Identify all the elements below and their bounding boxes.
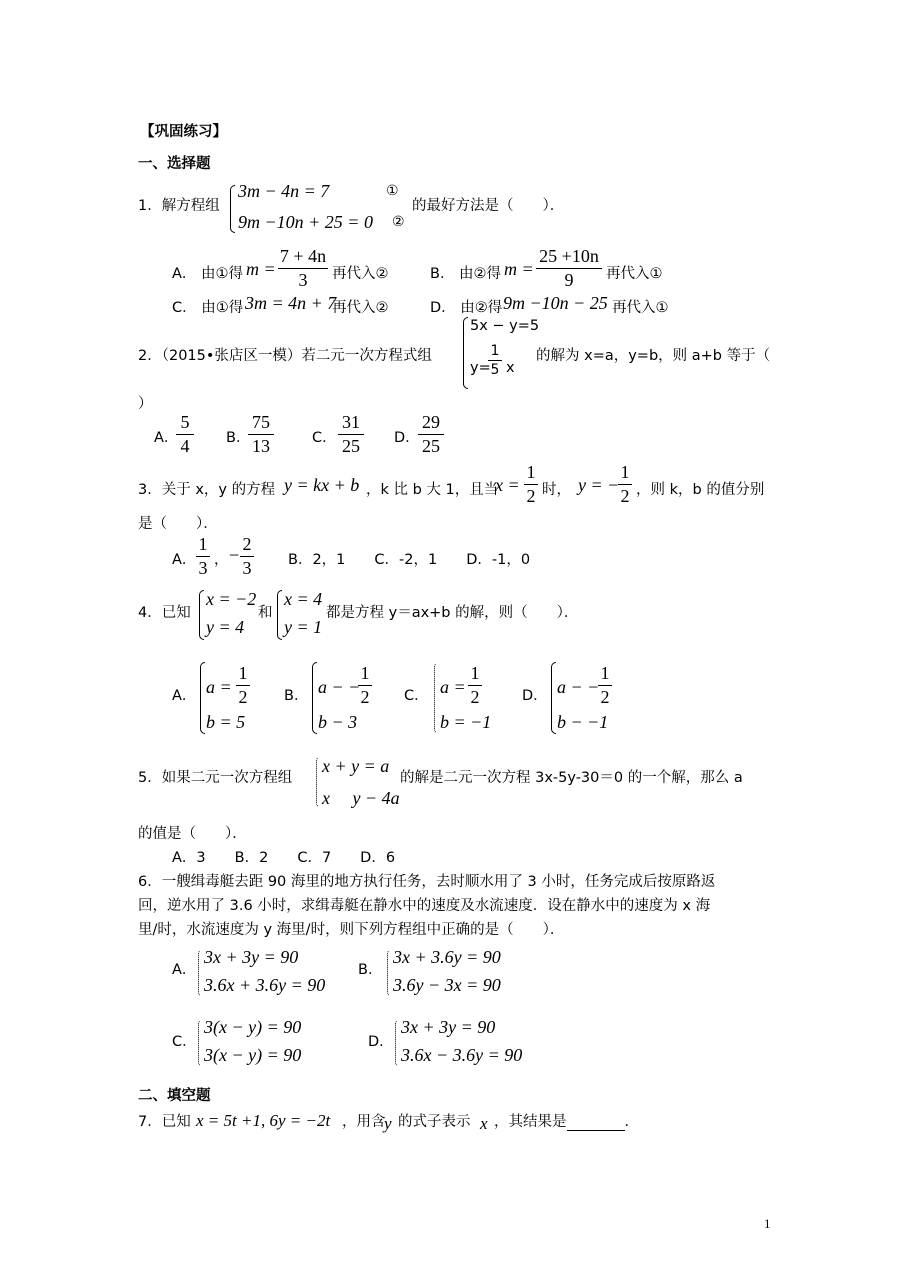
- q2-option-c-denominator: 25: [342, 436, 360, 456]
- q3-stem-mid: ，k 比 b 大 1，且当: [366, 482, 499, 498]
- q3-options-bcd: B．2，1 C．-2，1 D．-1，0: [288, 552, 531, 568]
- q1-option-a-numerator: 7 + 4n: [279, 246, 327, 266]
- q3-equation: y = kx + b: [284, 475, 360, 495]
- q2-eq2-fraction: [488, 343, 502, 378]
- q6-option-d-eq1: 3x + 3y = 90: [401, 1017, 496, 1037]
- q1-option-a-lhs: m =: [246, 259, 276, 279]
- q6-option-c-brace: [198, 1019, 203, 1067]
- q2-option-b-label: B．: [226, 430, 251, 446]
- q3-y-denominator: 2: [620, 486, 630, 506]
- q6-option-b-eq2: 3.6y − 3x = 90: [393, 975, 501, 995]
- q2-option-d-numerator: 29: [422, 412, 440, 432]
- q3-option-a-denominator1: 3: [198, 558, 208, 578]
- q4-option-a-numerator: 1: [238, 663, 248, 683]
- q1-option-a-denominator: 3: [298, 270, 308, 290]
- q4-option-d-a: a − −: [557, 677, 600, 697]
- q6-option-b-brace: [387, 949, 392, 997]
- q6-option-d-label: D．: [368, 1034, 394, 1050]
- q1-option-c-post: 再代入②: [332, 300, 389, 316]
- q2-eq2-lhs: y=: [470, 360, 491, 376]
- q4-option-a-a: a =: [206, 677, 232, 697]
- q7-equation: x = 5t +1, 6y = −2t: [196, 1111, 331, 1130]
- q7-stem-post: [494, 1110, 639, 1131]
- q5-stem-post: 的解是二元一次方程 3x-5y-30＝0 的一个解，那么 a: [400, 770, 743, 786]
- q6-option-d-eq2: 3.6x − 3.6y = 90: [401, 1045, 523, 1065]
- q7-answer-blank[interactable]: [567, 1116, 625, 1131]
- q7-stem-mid2: 的式子表示: [398, 1114, 471, 1130]
- q2-eq2-denominator: 5: [490, 362, 500, 378]
- q4-option-d-b: b − −1: [557, 712, 609, 732]
- q1-option-c-prefix: C． 由①得: [172, 300, 244, 316]
- q1-option-d-math: 9m −10n − 25: [503, 293, 608, 313]
- q2-option-c-numerator: 31: [342, 412, 360, 432]
- q4-system1-eq1: x = −2: [206, 589, 257, 609]
- q4-system1-brace: [199, 590, 204, 640]
- q3-option-a-denominator2: 3: [242, 558, 252, 578]
- q2-option-c-fraction: [338, 412, 364, 457]
- q2-option-a-denominator: 4: [180, 436, 190, 456]
- q3-stem-post: ，则 k，b 的值分别: [636, 482, 765, 498]
- q5-eq2: x y − 4a: [322, 788, 400, 808]
- q1-option-b-denominator: 9: [564, 270, 574, 290]
- q2-stem-end: ）: [138, 396, 153, 412]
- q1-option-a-post: 再代入②: [332, 266, 389, 282]
- q7-stem-mid: ，用含: [342, 1114, 386, 1130]
- q6-option-c-eq2: 3(x − y) = 90: [204, 1045, 302, 1065]
- q1-option-b-numerator: 25 +10n: [539, 246, 599, 266]
- q4-option-a-brace: [200, 662, 205, 734]
- q4-and: 和: [258, 605, 273, 621]
- q1-option-b-fraction: [536, 246, 602, 291]
- q4-option-a-label: A．: [172, 688, 197, 704]
- q6-option-c-eq1: 3(x − y) = 90: [204, 1017, 302, 1037]
- q4-option-b-denominator: 2: [360, 687, 370, 707]
- q1-option-d-prefix: D． 由②得: [430, 300, 503, 316]
- q4-stem-pre: 4．已知: [138, 605, 191, 621]
- q4-option-c-a: a =: [440, 677, 466, 697]
- q3-option-a-fraction1: [196, 534, 210, 579]
- q5-system-brace: [316, 756, 321, 808]
- q1-system-brace: [230, 185, 235, 233]
- q4-option-b-numerator: 1: [360, 663, 370, 683]
- q4-system1-eq2: y = 4: [206, 617, 245, 637]
- q6-option-a-eq1: 3x + 3y = 90: [204, 947, 299, 967]
- q4-option-c-label: C．: [404, 688, 429, 704]
- q3-option-a-separator: ，: [214, 552, 229, 568]
- q4-option-b-label: B．: [284, 688, 309, 704]
- q4-option-d-fraction: [598, 663, 612, 708]
- q1-eq2: 9m −10n + 25 = 0: [238, 212, 373, 232]
- q3-option-a-label: A．: [172, 552, 197, 568]
- q5-stem-pre: 5．如果二元一次方程组: [138, 770, 293, 786]
- q4-option-a-b: b = 5: [206, 712, 246, 732]
- q6-option-b-eq1: 3x + 3.6y = 90: [393, 947, 501, 967]
- q4-stem-post: 都是方程 y＝ax+b 的解，则（ ）．: [326, 605, 579, 621]
- q1-option-b-lhs: m =: [504, 259, 534, 279]
- q4-option-b-b: b − 3: [318, 712, 358, 732]
- q1-stem-pre: 1．解方程组: [138, 198, 220, 214]
- q3-option-a-numerator2: 2: [242, 534, 252, 554]
- q6-option-a-eq2: 3.6x + 3.6y = 90: [204, 975, 326, 995]
- q4-option-d-numerator: 1: [600, 663, 610, 683]
- q2-system-brace: [463, 317, 468, 389]
- q4-option-d-label: D．: [522, 688, 548, 704]
- q2-eq2-numerator: 1: [490, 343, 500, 359]
- q2-option-b-fraction: [248, 412, 274, 457]
- q7-var-x: x: [480, 1114, 488, 1133]
- q6-option-a-label: A．: [172, 962, 197, 978]
- exercise-header: 【巩固练习】: [140, 124, 227, 140]
- q3-option-a-fraction2: [240, 534, 254, 579]
- section-choice-title: 一、选择题: [138, 156, 211, 172]
- q4-option-c-b: b = −1: [440, 712, 492, 732]
- page-number: 1: [764, 1216, 771, 1231]
- q4-option-d-brace: [551, 662, 556, 734]
- q4-option-a-fraction: [236, 663, 250, 708]
- q4-system2-brace: [277, 590, 282, 640]
- section-fill-title: 二、填空题: [138, 1088, 211, 1104]
- q4-system2-eq2: y = 1: [284, 617, 323, 637]
- q1-option-d-post: 再代入①: [612, 300, 669, 316]
- q3-option-a-negative: −: [229, 545, 240, 565]
- q1-option-b-prefix: B． 由②得: [430, 266, 502, 282]
- q2-option-d-denominator: 25: [422, 436, 440, 456]
- q2-eq1: 5x − y=5: [470, 318, 540, 334]
- q1-option-a-fraction: [278, 246, 328, 291]
- q3-x-denominator: 2: [526, 486, 536, 506]
- q1-option-c-math: 3m = 4n + 7: [245, 293, 337, 313]
- q1-option-b-post: 再代入①: [606, 266, 663, 282]
- q3-option-a-numerator1: 1: [198, 534, 208, 554]
- q3-y-numerator: 1: [620, 462, 630, 482]
- q2-option-d-fraction: [418, 412, 444, 457]
- q6-option-d-brace: [395, 1019, 400, 1067]
- q3-y-lhs: y = −: [578, 475, 620, 495]
- q6-option-b-label: B．: [358, 962, 383, 978]
- q2-option-b-numerator: 75: [252, 412, 270, 432]
- q3-x-fraction: [524, 462, 538, 507]
- q3-x-lhs: x =: [495, 475, 520, 495]
- q1-eq1: 3m − 4n = 7: [238, 181, 330, 201]
- q2-option-a-numerator: 5: [180, 412, 190, 432]
- q7-period: ．: [624, 1114, 639, 1130]
- q3-stem-pre: 3．关于 x，y 的方程: [138, 482, 276, 498]
- q4-system2-eq1: x = 4: [284, 589, 323, 609]
- q4-option-b-brace: [312, 662, 317, 734]
- q6-option-a-brace: [198, 949, 203, 997]
- q2-option-b-denominator: 13: [252, 436, 270, 456]
- q2-eq2-rhs: x: [506, 360, 515, 376]
- q5-options: A．3 B．2 C．7 D．6: [172, 850, 396, 866]
- q6-line1: 6．一艘缉毒艇去距 90 海里的地方执行任务，去时顺水用了 3 小时，任务完成后按原路返: [138, 874, 716, 890]
- q7-stem-post-text: ，其结果是: [494, 1114, 567, 1130]
- q4-option-b-fraction: [358, 663, 372, 708]
- q4-option-d-denominator: 2: [600, 687, 610, 707]
- q4-option-c-brace: [434, 662, 439, 734]
- q6-line2: 回，逆水用了 3.6 小时，求缉毒艇在静水中的速度及水流速度．设在静水中的速度为 x 海: [138, 898, 711, 914]
- q2-option-c-label: C．: [312, 430, 337, 446]
- q1-mark2: ②: [392, 214, 405, 230]
- q7-var-y: y: [384, 1114, 392, 1133]
- q2-option-a-label: A．: [154, 430, 179, 446]
- q6-option-c-label: C．: [172, 1034, 197, 1050]
- q4-option-c-denominator: 2: [470, 687, 480, 707]
- q3-y-fraction: [618, 462, 632, 507]
- q1-option-a-prefix: A． 由①得: [172, 266, 244, 282]
- q7-stem-pre: 7．已知: [138, 1114, 191, 1130]
- q4-option-c-numerator: 1: [470, 663, 480, 683]
- q2-stem-pre: 2．（2015•张店区一模）若二元一次方程式组: [138, 348, 432, 364]
- q5-eq1: x + y = a: [322, 756, 390, 776]
- q2-option-d-label: D．: [394, 430, 420, 446]
- q1-stem-post: 的最好方法是（ ）．: [412, 198, 565, 214]
- q3-stem-mid2: 时，: [542, 482, 571, 498]
- q5-stem-line2: 的值是（ ）．: [138, 826, 247, 842]
- q4-option-c-fraction: [468, 663, 482, 708]
- q3-stem-line2: 是（ ）．: [138, 516, 218, 532]
- q4-option-b-a: a − −: [318, 677, 361, 697]
- q2-option-a-fraction: [176, 412, 194, 457]
- q2-stem-post: 的解为 x=a，y=b，则 a+b 等于（: [536, 348, 771, 364]
- q6-line3: 里/时，水流速度为 y 海里/时，则下列方程组中正确的是（ ）．: [138, 922, 565, 938]
- q4-option-a-denominator: 2: [238, 687, 248, 707]
- q3-x-numerator: 1: [526, 462, 536, 482]
- q1-mark1: ①: [386, 183, 399, 199]
